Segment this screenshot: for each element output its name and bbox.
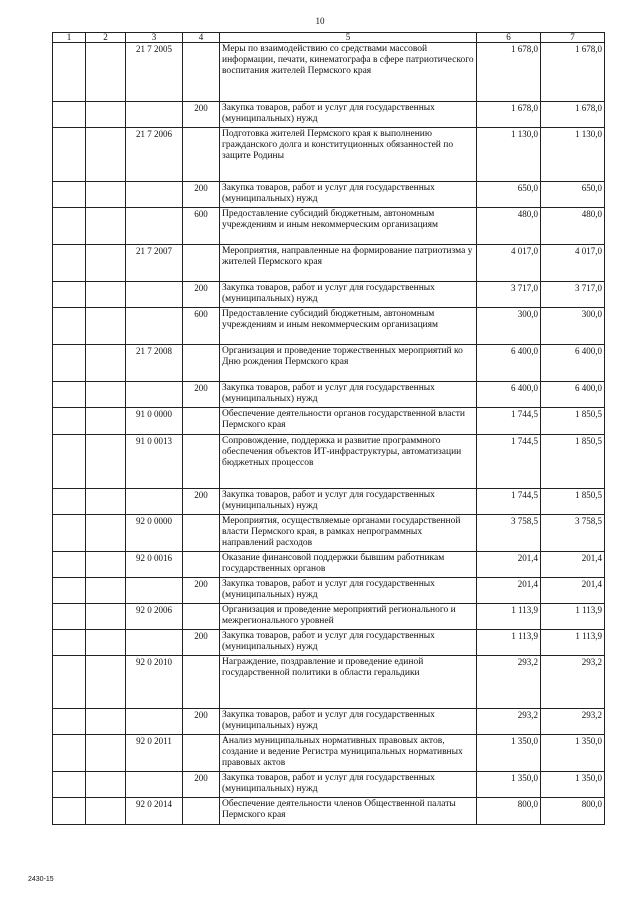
target-code-cell <box>126 489 183 515</box>
section-cell <box>53 709 86 735</box>
table-row <box>53 630 605 656</box>
section-cell <box>53 345 86 382</box>
amount-year2-cell: 650,0 <box>541 182 605 208</box>
expense-type-cell <box>183 552 220 578</box>
table-row <box>53 798 605 825</box>
amount-year2-cell: 3 758,5 <box>541 515 605 552</box>
subsection-cell <box>86 282 126 308</box>
subsection-cell <box>86 630 126 656</box>
amount-year2-cell: 6 400,0 <box>541 382 605 408</box>
section-cell <box>53 43 86 102</box>
table-row <box>53 308 605 345</box>
expense-type-cell: 200 <box>183 182 220 208</box>
table-row <box>53 578 605 604</box>
section-cell <box>53 382 86 408</box>
target-code-cell: 91 0 0013 <box>126 435 183 489</box>
description-cell: Обеспечение деятельности органов государственной власти Пермского края <box>220 408 477 435</box>
table-row <box>53 345 605 382</box>
subsection-cell <box>86 382 126 408</box>
amount-year2-cell: 1 350,0 <box>541 772 605 798</box>
expense-type-cell: 200 <box>183 282 220 308</box>
amount-year1-cell: 300,0 <box>477 308 541 345</box>
amount-year2-cell: 1 130,0 <box>541 128 605 182</box>
amount-year1-cell: 4 017,0 <box>477 245 541 282</box>
amount-year2-cell: 480,0 <box>541 208 605 245</box>
target-code-cell: 92 0 0016 <box>126 552 183 578</box>
description-cell: Подготовка жителей Пермского края к выполнению гражданского долга и конституционных обязанностей по защите Родины <box>220 128 477 182</box>
table-row <box>53 208 605 245</box>
subsection-cell <box>86 656 126 709</box>
section-cell <box>53 308 86 345</box>
target-code-cell <box>126 308 183 345</box>
amount-year2-cell: 6 400,0 <box>541 345 605 382</box>
amount-year1-cell: 293,2 <box>477 709 541 735</box>
expense-type-cell <box>183 656 220 709</box>
target-code-cell <box>126 382 183 408</box>
header-col-4: 4 <box>183 33 220 43</box>
table-body <box>53 43 605 825</box>
section-cell <box>53 578 86 604</box>
section-cell <box>53 208 86 245</box>
amount-year2-cell: 1 678,0 <box>541 102 605 128</box>
description-cell: Закупка товаров, работ и услуг для государственных (муниципальных) нужд <box>220 489 477 515</box>
amount-year2-cell: 1 850,5 <box>541 489 605 515</box>
target-code-cell: 21 7 2007 <box>126 245 183 282</box>
amount-year1-cell: 1 113,9 <box>477 630 541 656</box>
expense-type-cell: 600 <box>183 308 220 345</box>
target-code-cell <box>126 772 183 798</box>
description-cell: Сопровождение, поддержка и развитие программного обеспечения объектов ИТ-инфраструктуры, автоматизации бюджетных процессов <box>220 435 477 489</box>
amount-year1-cell: 1 744,5 <box>477 408 541 435</box>
target-code-cell: 92 0 2010 <box>126 656 183 709</box>
header-col-5: 5 <box>220 33 477 43</box>
subsection-cell <box>86 578 126 604</box>
subsection-cell <box>86 489 126 515</box>
table-row <box>53 435 605 489</box>
section-cell <box>53 435 86 489</box>
section-cell <box>53 245 86 282</box>
subsection-cell <box>86 408 126 435</box>
amount-year2-cell: 293,2 <box>541 656 605 709</box>
table-row <box>53 128 605 182</box>
expense-type-cell: 200 <box>183 102 220 128</box>
subsection-cell <box>86 245 126 282</box>
table-row <box>53 604 605 630</box>
amount-year2-cell: 293,2 <box>541 709 605 735</box>
table-row <box>53 709 605 735</box>
expense-type-cell: 200 <box>183 709 220 735</box>
target-code-cell <box>126 709 183 735</box>
amount-year1-cell: 1 678,0 <box>477 43 541 102</box>
amount-year1-cell: 1 678,0 <box>477 102 541 128</box>
amount-year2-cell: 1 350,0 <box>541 735 605 772</box>
description-cell: Организация и проведение мероприятий регионального и межрегионального уровней <box>220 604 477 630</box>
page-number: 10 <box>315 16 325 26</box>
table-row <box>53 408 605 435</box>
expense-type-cell: 200 <box>183 630 220 656</box>
table-row <box>53 552 605 578</box>
amount-year1-cell: 6 400,0 <box>477 382 541 408</box>
table-row <box>53 245 605 282</box>
amount-year2-cell: 1 850,5 <box>541 435 605 489</box>
description-cell: Закупка товаров, работ и услуг для государственных (муниципальных) нужд <box>220 772 477 798</box>
amount-year2-cell: 1 113,9 <box>541 604 605 630</box>
expense-type-cell <box>183 515 220 552</box>
header-col-6: 6 <box>477 33 541 43</box>
section-cell <box>53 282 86 308</box>
description-cell: Предоставление субсидий бюджетным, автономным учреждениям и иным некоммерческим организациям <box>220 208 477 245</box>
amount-year1-cell: 201,4 <box>477 578 541 604</box>
document-code: 2430-15 <box>28 876 54 883</box>
amount-year2-cell: 201,4 <box>541 578 605 604</box>
expense-type-cell <box>183 735 220 772</box>
amount-year1-cell: 1 744,5 <box>477 435 541 489</box>
target-code-cell <box>126 208 183 245</box>
amount-year2-cell: 300,0 <box>541 308 605 345</box>
table-row <box>53 489 605 515</box>
table-row <box>53 656 605 709</box>
subsection-cell <box>86 515 126 552</box>
target-code-cell <box>126 102 183 128</box>
description-cell: Закупка товаров, работ и услуг для государственных (муниципальных) нужд <box>220 630 477 656</box>
amount-year1-cell: 1 744,5 <box>477 489 541 515</box>
section-cell <box>53 552 86 578</box>
description-cell: Закупка товаров, работ и услуг для государственных (муниципальных) нужд <box>220 709 477 735</box>
target-code-cell <box>126 282 183 308</box>
expense-type-cell: 200 <box>183 382 220 408</box>
amount-year2-cell: 201,4 <box>541 552 605 578</box>
target-code-cell: 21 7 2005 <box>126 43 183 102</box>
amount-year1-cell: 3 717,0 <box>477 282 541 308</box>
target-code-cell: 91 0 0000 <box>126 408 183 435</box>
amount-year1-cell: 201,4 <box>477 552 541 578</box>
amount-year1-cell: 6 400,0 <box>477 345 541 382</box>
table-row <box>53 772 605 798</box>
target-code-cell <box>126 182 183 208</box>
expense-type-cell: 200 <box>183 489 220 515</box>
target-code-cell <box>126 630 183 656</box>
expense-type-cell <box>183 345 220 382</box>
amount-year1-cell: 1 130,0 <box>477 128 541 182</box>
table-row <box>53 102 605 128</box>
amount-year1-cell: 800,0 <box>477 798 541 825</box>
table-row <box>53 43 605 102</box>
description-cell: Закупка товаров, работ и услуг для государственных (муниципальных) нужд <box>220 102 477 128</box>
description-cell: Награждение, поздравление и проведение единой государственной политики в области геральдики <box>220 656 477 709</box>
expense-type-cell <box>183 798 220 825</box>
section-cell <box>53 735 86 772</box>
expense-type-cell: 200 <box>183 578 220 604</box>
description-cell: Закупка товаров, работ и услуг для государственных (муниципальных) нужд <box>220 282 477 308</box>
amount-year1-cell: 650,0 <box>477 182 541 208</box>
expense-type-cell <box>183 435 220 489</box>
subsection-cell <box>86 772 126 798</box>
description-cell: Предоставление субсидий бюджетным, автономным учреждениям и иным некоммерческим организациям <box>220 308 477 345</box>
expense-type-cell <box>183 408 220 435</box>
subsection-cell <box>86 709 126 735</box>
section-cell <box>53 656 86 709</box>
description-cell: Мероприятия, осуществляемые органами государственной власти Пермского края, в рамках непрограммных направлений расходов <box>220 515 477 552</box>
header-col-2: 2 <box>86 33 126 43</box>
subsection-cell <box>86 128 126 182</box>
section-cell <box>53 798 86 825</box>
target-code-cell <box>126 578 183 604</box>
expense-type-cell <box>183 128 220 182</box>
section-cell <box>53 128 86 182</box>
table-row <box>53 515 605 552</box>
expense-type-cell <box>183 604 220 630</box>
description-cell: Анализ муниципальных нормативных правовых актов, создание и ведение Регистра муниципальных нормативных правовых актов <box>220 735 477 772</box>
target-code-cell: 92 0 2011 <box>126 735 183 772</box>
subsection-cell <box>86 735 126 772</box>
description-cell: Обеспечение деятельности членов Общественной палаты Пермского края <box>220 798 477 825</box>
amount-year1-cell: 1 350,0 <box>477 735 541 772</box>
table-row <box>53 182 605 208</box>
section-cell <box>53 515 86 552</box>
section-cell <box>53 408 86 435</box>
description-cell: Оказание финансовой поддержки бывшим работникам государственных органов <box>220 552 477 578</box>
section-cell <box>53 182 86 208</box>
expense-type-cell: 600 <box>183 208 220 245</box>
description-cell: Закупка товаров, работ и услуг для государственных (муниципальных) нужд <box>220 382 477 408</box>
header-col-1: 1 <box>53 33 86 43</box>
amount-year1-cell: 1 113,9 <box>477 604 541 630</box>
amount-year1-cell: 1 350,0 <box>477 772 541 798</box>
target-code-cell: 92 0 2014 <box>126 798 183 825</box>
amount-year2-cell: 4 017,0 <box>541 245 605 282</box>
expense-type-cell: 200 <box>183 772 220 798</box>
header-row <box>53 33 605 43</box>
subsection-cell <box>86 182 126 208</box>
expense-type-cell <box>183 43 220 102</box>
subsection-cell <box>86 435 126 489</box>
section-cell <box>53 630 86 656</box>
description-cell: Мероприятия, направленные на формирование патриотизма у жителей Пермского края <box>220 245 477 282</box>
section-cell <box>53 102 86 128</box>
table-row <box>53 282 605 308</box>
subsection-cell <box>86 345 126 382</box>
amount-year2-cell: 800,0 <box>541 798 605 825</box>
header-col-7: 7 <box>541 33 605 43</box>
header-col-3: 3 <box>126 33 183 43</box>
amount-year2-cell: 1 850,5 <box>541 408 605 435</box>
amount-year2-cell: 1 678,0 <box>541 43 605 102</box>
subsection-cell <box>86 798 126 825</box>
target-code-cell: 21 7 2008 <box>126 345 183 382</box>
amount-year2-cell: 3 717,0 <box>541 282 605 308</box>
amount-year1-cell: 480,0 <box>477 208 541 245</box>
subsection-cell <box>86 208 126 245</box>
amount-year1-cell: 3 758,5 <box>477 515 541 552</box>
subsection-cell <box>86 102 126 128</box>
description-cell: Организация и проведение торжественных мероприятий ко Дню рождения Пермского края <box>220 345 477 382</box>
subsection-cell <box>86 308 126 345</box>
amount-year1-cell: 293,2 <box>477 656 541 709</box>
description-cell: Закупка товаров, работ и услуг для государственных (муниципальных) нужд <box>220 182 477 208</box>
target-code-cell: 21 7 2006 <box>126 128 183 182</box>
table-row <box>53 735 605 772</box>
budget-table <box>52 32 605 825</box>
amount-year2-cell: 1 113,9 <box>541 630 605 656</box>
section-cell <box>53 772 86 798</box>
section-cell <box>53 489 86 515</box>
subsection-cell <box>86 552 126 578</box>
description-cell: Меры по взаимодействию со средствами массовой информации, печати, кинематографа в сфере патриотического воспитания жителей Пермского края <box>220 43 477 102</box>
subsection-cell <box>86 43 126 102</box>
target-code-cell: 92 0 2006 <box>126 604 183 630</box>
table-row <box>53 382 605 408</box>
subsection-cell <box>86 604 126 630</box>
description-cell: Закупка товаров, работ и услуг для государственных (муниципальных) нужд <box>220 578 477 604</box>
section-cell <box>53 604 86 630</box>
target-code-cell: 92 0 0000 <box>126 515 183 552</box>
expense-type-cell <box>183 245 220 282</box>
